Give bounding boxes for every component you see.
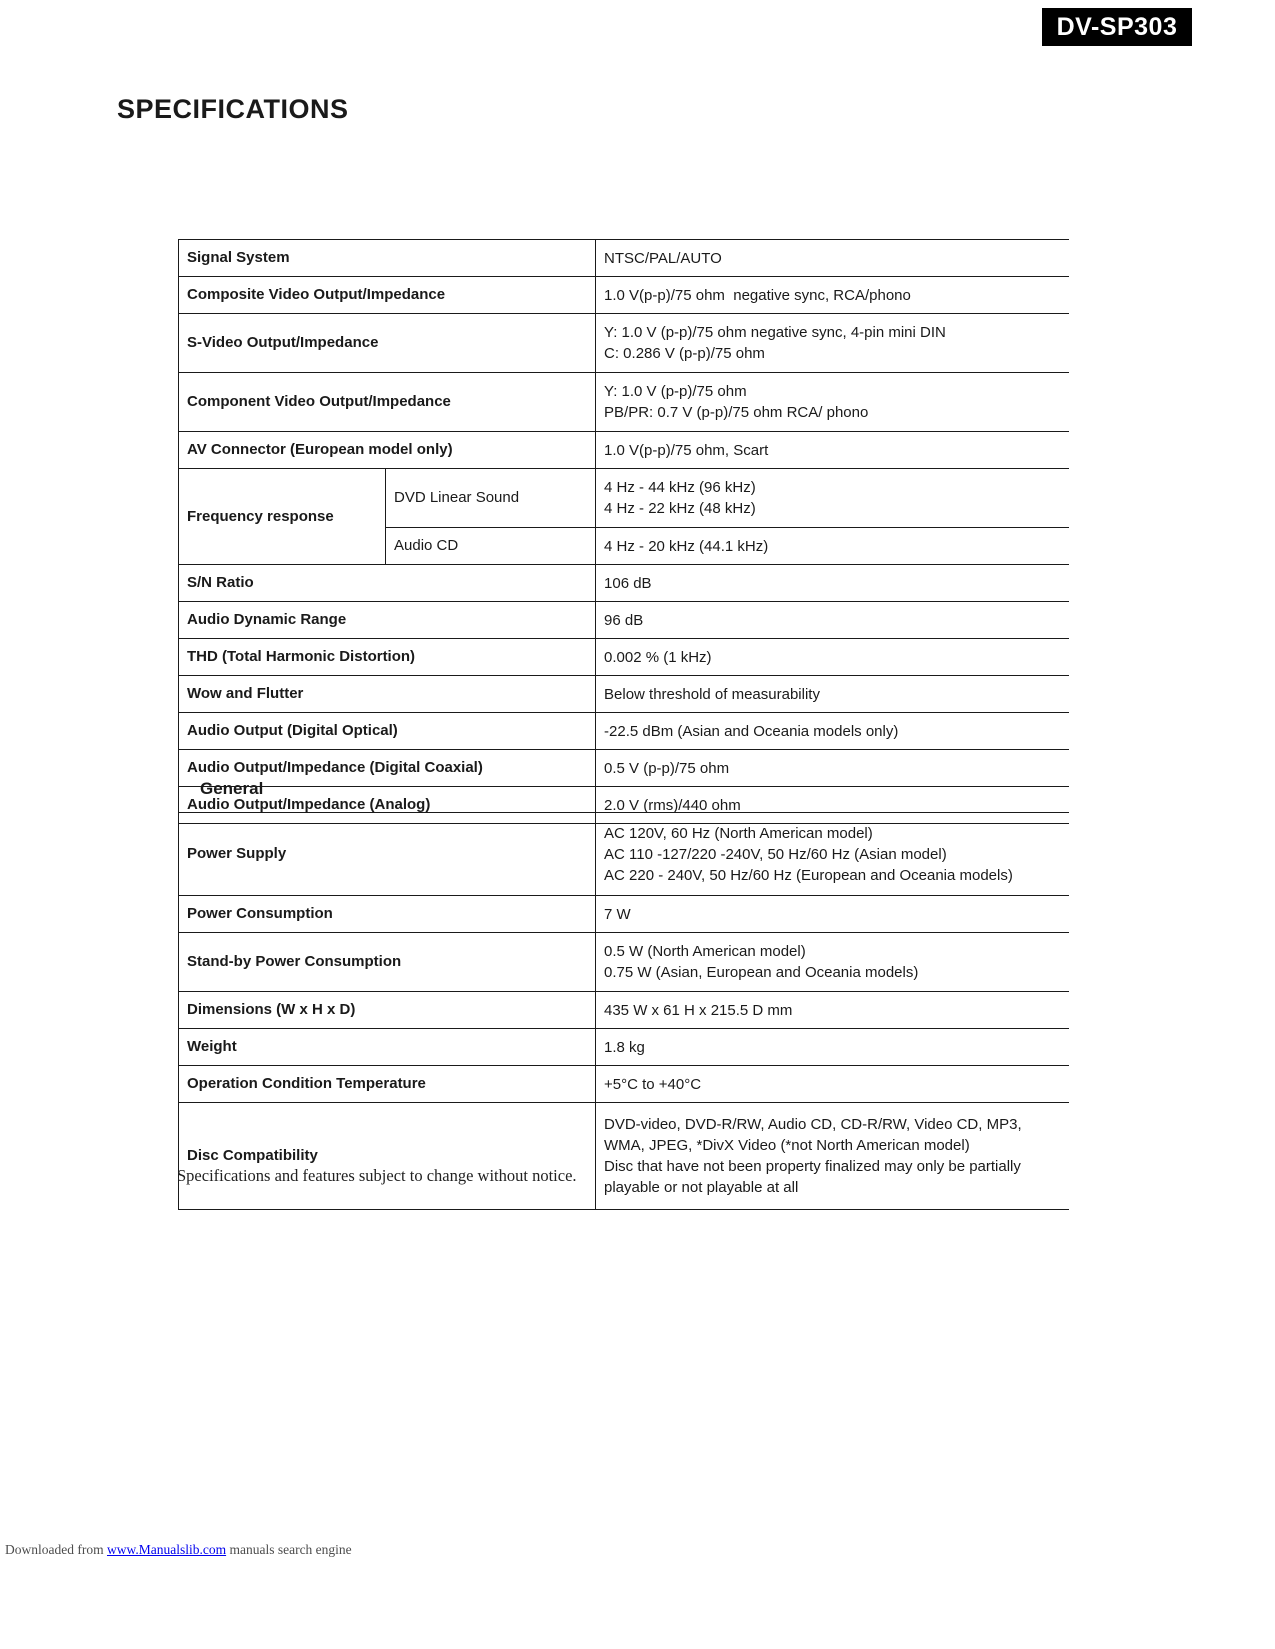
label-text: Disc Compatibility [187,1147,318,1164]
cell-value [596,240,1069,277]
label-text: Operation Condition Temperature [187,1075,426,1092]
label-text: S/N Ratio [187,574,254,591]
row-dimensions [179,992,1069,1029]
label-text: Audio Dynamic Range [187,611,347,628]
value-text: 0.5 W (North American model) [604,943,806,960]
cell-label [179,639,596,676]
cell-value [596,1066,1069,1103]
value-text: PB/PR: 0.7 V (p-p)/75 ohm RCA/ phono [604,404,869,421]
cell-label [179,896,596,933]
cell-label [179,713,596,750]
value-text: AC 220 - 240V, 50 Hz/60 Hz (European and Oceania models) [604,866,1013,884]
cell-value [596,896,1069,933]
value-text: 96 dB [604,611,644,629]
value-text: playable or not playable at all [604,1179,799,1196]
row-s-video [179,314,1069,373]
value-text: 435 W x 61 H x 215.5 D mm [604,1001,793,1019]
general-heading: General [200,779,264,798]
cell-value [596,713,1069,750]
model-badge-label: DV-SP303 [1056,12,1178,41]
cell-value [596,602,1069,639]
label-text: Frequency response [187,507,334,525]
cell-value [596,314,1069,373]
value-text: AC 110 -127/220 -240V, 50 Hz/60 Hz (Asian model) [604,845,947,863]
row-av-connector [179,432,1069,469]
row-thd [179,639,1069,676]
cell-label [179,1103,596,1210]
cell-value [596,373,1069,432]
row-operation-temperature [179,1066,1069,1103]
cell-label [179,432,596,469]
cell-label [179,469,386,565]
cell-value [596,813,1069,896]
watermark-suffix: manuals search engine [226,1542,352,1557]
cell-label [179,277,596,314]
cell-sublabel [386,528,596,565]
footnote: Specifications and features subject to change without notice. [177,1166,577,1185]
label-text: THD (Total Harmonic Distortion) [187,648,416,665]
label-text: Wow and Flutter [187,685,304,702]
row-power-consumption [179,896,1069,933]
cell-label [179,992,596,1029]
sublabel-text: DVD Linear Sound [394,489,520,506]
cell-value [596,1103,1069,1210]
label-text: Audio Output (Digital Optical) [187,722,398,739]
value-text: 0.75 W (Asian, European and Oceania models) [604,964,919,981]
value-text: 4 Hz - 22 kHz (48 kHz) [604,500,756,517]
cell-label [179,565,596,602]
value-text: 4 Hz - 44 kHz (96 kHz) [604,479,756,496]
value-text: C: 0.286 V (p-p)/75 ohm [604,345,765,362]
cell-value [596,992,1069,1029]
cell-sublabel [386,469,596,528]
cell-value [596,469,1069,528]
value-text: -22.5 dBm (Asian and Oceania models only) [604,722,899,740]
value-text: 1.0 V(p-p)/75 ohm, Scart [604,441,769,459]
value-text: Y: 1.0 V (p-p)/75 ohm [604,383,747,400]
cell-value [596,933,1069,992]
row-component-video [179,373,1069,432]
cell-label [179,1066,596,1103]
row-disc-compatibility [179,1103,1069,1210]
general-table [178,812,1069,1210]
cell-value [596,277,1069,314]
page-title: SPECIFICATIONS [117,94,349,124]
row-power-supply [179,813,1069,896]
value-text: 0.5 V (p-p)/75 ohm [604,759,730,777]
cell-value [596,565,1069,602]
cell-value [596,432,1069,469]
value-text: +5°C to +40°C [604,1075,702,1093]
cell-label [179,602,596,639]
row-standby-power [179,933,1069,992]
value-text: Below threshold of measurability [604,685,820,703]
cell-value [596,528,1069,565]
row-audio-output-coaxial [179,750,1069,787]
label-text: Component Video Output/Impedance [187,393,451,410]
label-text: Audio Output/Impedance (Digital Coaxial) [187,759,483,776]
label-text: Composite Video Output/Impedance [187,286,446,303]
manualslib-link[interactable]: www.Manualslib.com [106,1542,227,1557]
cell-label [179,373,596,432]
cell-label [179,240,596,277]
row-frequency-response-dvd [179,469,1069,528]
label-text: Power Consumption [187,905,333,922]
cell-label [179,676,596,713]
cell-label [179,1029,596,1066]
cell-value [596,676,1069,713]
value-text: WMA, JPEG, *DivX Video (*not North American model) [604,1137,970,1154]
value-text: 1.0 V(p-p)/75 ohm negative sync, RCA/phono [604,286,911,304]
cell-label [179,813,596,896]
label-text: Stand-by Power Consumption [187,953,402,970]
row-weight [179,1029,1069,1066]
cell-label [179,314,596,373]
value-text: AC 120V, 60 Hz (North American model) [604,824,873,842]
cell-value [596,1029,1069,1066]
watermark-prefix: Downloaded from [5,1542,107,1557]
cell-label [179,933,596,992]
row-wow-and-flutter [179,676,1069,713]
model-badge [1042,8,1192,46]
row-sn-ratio [179,565,1069,602]
value-text: DVD-video, DVD-R/RW, Audio CD, CD-R/RW, Video CD, MP3, [604,1116,1022,1133]
sublabel-text: Audio CD [394,537,459,554]
value-text: 1.8 kg [604,1038,645,1056]
value-text: 106 dB [604,574,652,592]
label-text: S-Video Output/Impedance [187,334,379,351]
label-text: Weight [187,1038,237,1055]
label-text: Signal System [187,249,290,266]
row-composite-video [179,277,1069,314]
label-text: AV Connector (European model only) [187,441,453,458]
value-text: Y: 1.0 V (p-p)/75 ohm negative sync, 4-pin mini DIN [604,324,946,341]
manualslib-watermark [5,1542,352,1558]
value-text: NTSC/PAL/AUTO [604,249,722,267]
row-signal-system [179,240,1069,277]
label-text: Audio Output/Impedance (Analog) [187,796,431,813]
label-text: Power Supply [187,845,287,862]
cell-value [596,639,1069,676]
value-text: 4 Hz - 20 kHz (44.1 kHz) [604,537,769,555]
value-text: 2.0 V (rms)/440 ohm [604,796,741,814]
cell-value [596,750,1069,787]
specs-table [178,239,1069,824]
value-text: 7 W [604,905,631,923]
value-text: 0.002 % (1 kHz) [604,648,712,666]
label-text: Dimensions (W x H x D) [187,1001,356,1018]
row-audio-output-optical [179,713,1069,750]
row-audio-dynamic-range [179,602,1069,639]
value-text: Disc that have not been property finalized may only be partially [604,1158,1021,1175]
